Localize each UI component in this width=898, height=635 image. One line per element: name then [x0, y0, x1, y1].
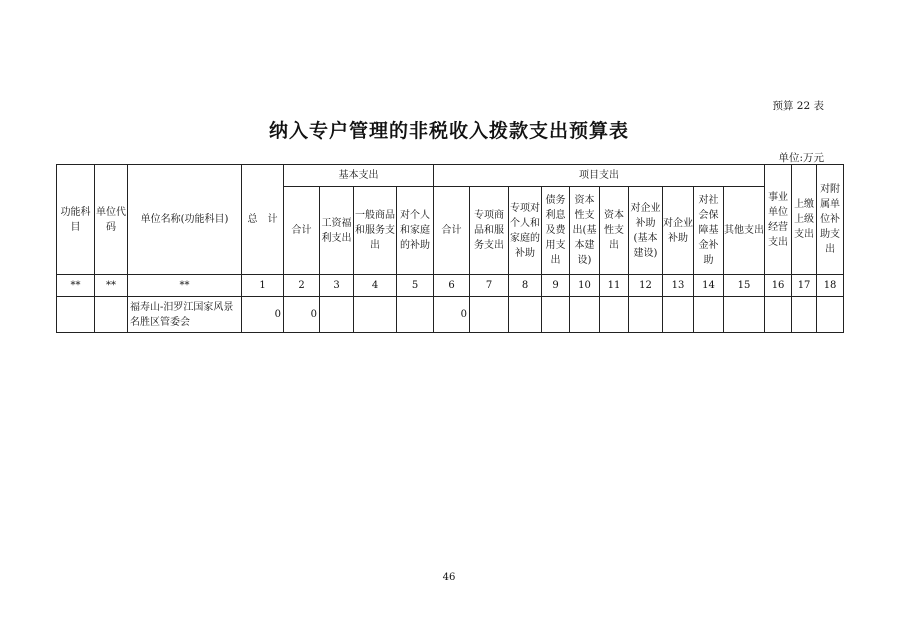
column-number: 6 [434, 275, 470, 297]
cell-project-goods [470, 297, 509, 333]
cell-project-enterprise [663, 297, 694, 333]
cell-total: 0 [242, 297, 284, 333]
cell-upper-remit [792, 297, 817, 333]
column-number: 3 [320, 275, 354, 297]
cell-function-subject [57, 297, 95, 333]
header-project-goods: 专项商品和服务支出 [470, 187, 509, 275]
column-number: 16 [765, 275, 792, 297]
column-number: 12 [629, 275, 663, 297]
column-number: 2 [284, 275, 320, 297]
column-number: 14 [694, 275, 724, 297]
cell-project-personal [509, 297, 542, 333]
column-number: ** [95, 275, 128, 297]
header-unit-name: 单位名称(功能科目) [128, 165, 242, 275]
column-number: 17 [792, 275, 817, 297]
budget-table [56, 164, 844, 333]
header-project-other: 其他支出 [724, 187, 765, 275]
cell-unit-name: 福寿山-汨罗江国家风景名胜区管委会 [128, 297, 242, 333]
header-project-capital-construction: 资本性支出(基本建设) [570, 187, 600, 275]
header-total: 总 计 [242, 165, 284, 275]
column-number-row [57, 275, 844, 297]
header-unit-code: 单位代码 [95, 165, 128, 275]
cell-project-other [724, 297, 765, 333]
page-number: 46 [442, 572, 456, 583]
header-project-social-security: 对社会保障基金补助 [694, 187, 724, 275]
header-project-capital: 资本性支出 [600, 187, 629, 275]
header-project-debt: 债务利息及费用支出 [542, 187, 570, 275]
unit-label: 单位:万元 [778, 152, 824, 164]
header-business-expense: 事业单位经营支出 [765, 165, 792, 275]
cell-basic-total: 0 [284, 297, 320, 333]
header-basic-personal: 对个人和家庭的补助 [397, 187, 434, 275]
column-number: 11 [600, 275, 629, 297]
cell-project-debt [542, 297, 570, 333]
cell-project-capital [600, 297, 629, 333]
cell-unit-code [95, 297, 128, 333]
header-basic-total: 合计 [284, 187, 320, 275]
header-project-total: 合计 [434, 187, 470, 275]
table-number-tag: 预算 22 表 [772, 100, 824, 112]
header-upper-remit: 上缴上级支出 [792, 165, 817, 275]
column-number: 4 [354, 275, 397, 297]
header-project-enterprise: 对企业补助 [663, 187, 694, 275]
column-number: 1 [242, 275, 284, 297]
column-number: ** [128, 275, 242, 297]
cell-project-capital-construction [570, 297, 600, 333]
header-function-subject: 功能科目 [57, 165, 95, 275]
header-group-basic: 基本支出 [284, 165, 434, 187]
cell-basic-goods [354, 297, 397, 333]
cell-project-social-security [694, 297, 724, 333]
column-number: 7 [470, 275, 509, 297]
column-number: 5 [397, 275, 434, 297]
column-number: 13 [663, 275, 694, 297]
column-number: 18 [817, 275, 844, 297]
cell-basic-salary [320, 297, 354, 333]
page-title: 纳入专户管理的非税收入拨款支出预算表 [268, 120, 629, 142]
cell-subsidiary-subsidy [817, 297, 844, 333]
column-number: 15 [724, 275, 765, 297]
cell-project-total: 0 [434, 297, 470, 333]
column-number: 8 [509, 275, 542, 297]
header-project-personal: 专项对个人和家庭的补助 [509, 187, 542, 275]
cell-business-expense [765, 297, 792, 333]
header-basic-goods: 一般商品和服务支出 [354, 187, 397, 275]
header-subsidiary-subsidy: 对附属单位补助支出 [817, 165, 844, 275]
column-number: 10 [570, 275, 600, 297]
column-number: ** [57, 275, 95, 297]
header-project-enterprise-construction: 对企业补助(基本建设) [629, 187, 663, 275]
table-row [57, 297, 844, 333]
header-group-project: 项目支出 [434, 165, 765, 187]
column-number: 9 [542, 275, 570, 297]
header-basic-salary: 工资福利支出 [320, 187, 354, 275]
header-row-1 [57, 165, 844, 187]
cell-basic-personal [397, 297, 434, 333]
cell-project-enterprise-construction [629, 297, 663, 333]
